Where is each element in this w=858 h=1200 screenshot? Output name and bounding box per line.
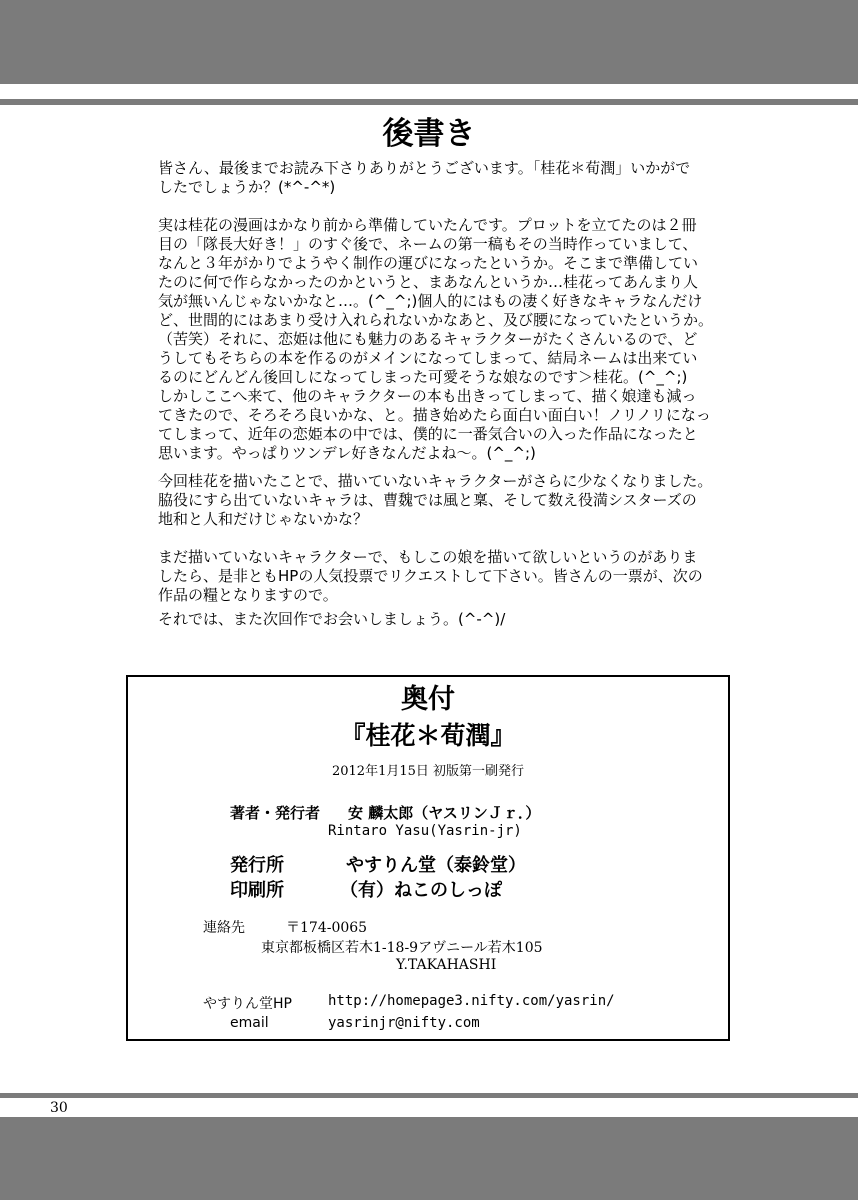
author-romaji: Rintaro Yasu(Yasrin-jr) bbox=[328, 823, 522, 839]
publisher-label: 発行所 bbox=[230, 855, 284, 876]
homepage-url: http://homepage3.nifty.com/yasrin/ bbox=[328, 993, 615, 1009]
afterword-paragraph-4: 今回桂花を描いたことで、描いていないキャラクターがさらに少なくなりました。 脇役にすら出ていないキャラは、曹魏では風と稟、そして数え役満シスターズの 地和と人和だけじゃないかな？ bbox=[158, 472, 713, 528]
page-number: 30 bbox=[50, 1100, 68, 1116]
contact-name: Y.TAKAHASHI bbox=[396, 957, 497, 973]
top-rule bbox=[0, 99, 858, 105]
afterword-title: 後書き bbox=[382, 116, 476, 152]
printer-label: 印刷所 bbox=[230, 880, 284, 901]
email-address: yasrinjr@nifty.com bbox=[328, 1015, 480, 1031]
bottom-gray-band bbox=[0, 1117, 858, 1200]
colophon-title: 奥付 bbox=[401, 684, 455, 715]
email-label: email bbox=[230, 1015, 269, 1031]
work-title: 『桂花＊荀潤』 bbox=[340, 721, 516, 750]
top-gray-band bbox=[0, 0, 858, 84]
colophon-box bbox=[126, 675, 730, 1041]
bottom-rule bbox=[0, 1093, 858, 1098]
publication-date: 2012年1月15日 初版第一刷発行 bbox=[331, 764, 525, 779]
printer-name: （有）ねこのしっぽ bbox=[340, 880, 502, 901]
author-name: 安 麟太郎（ヤスリンＪｒ．） bbox=[348, 804, 541, 822]
address: 東京都板橋区若木1-18-9アヴニール若木105 bbox=[261, 940, 543, 956]
afterword-paragraph-1: 皆さん、最後までお読み下さりありがとうございます。「桂花＊荀潤」いかがで したでしょうか？(*^-^*) bbox=[158, 159, 691, 196]
afterword-paragraph-2: 実は桂花の漫画はかなり前から準備していたんです。プロットを立てたのは２冊 目の「隊長大好き！」のすぐ後で、ネームの第一稿もその当時作っていまして、 なんと３年がかりでようやく制作の運びになったというか。そこまで準備してい たのに何で作らなかったのかというと、まあなんというか…桂花ってあんまり人 気が無いんじゃないかなと…。(^_^;)個人的にはもの凄く好きなキャラなんだけ ど、世間的にはあまり受け入れられないかなあと、及び腰になっていたというか。 （苦笑）それに、恋姫は他にも魅力のあるキャラクターがたくさんいるので、ど うしてもそちらの本を作るのがメインになってしまって、結局ネームは出来てい るのにどんどん後回しになってしまった可愛そうな娘なのです＞桂花。(^_^;) bbox=[158, 216, 714, 386]
postal-code: 〒174-0065 bbox=[286, 920, 368, 936]
author-label: 著者・発行者 bbox=[230, 804, 321, 822]
contact-label: 連絡先 bbox=[203, 920, 245, 936]
afterword-paragraph-3: しかしここへ来て、他のキャラクターの本も出きってしまって、描く娘達も減っ てきたので、そろそろ良いかな、と。描き始めたら面白い面白い！ノリノリになっ てしまって、近年の恋姫本の中では、僕的に一番気合いの入った作品になったと 思います。やっぱりツンデレ好きなんだよね～。(^_^;) bbox=[158, 387, 711, 462]
afterword-paragraph-6: それでは、また次回作でお会いしましょう。(^-^)/ bbox=[158, 610, 506, 628]
publisher-name: やすりん堂（泰鈴堂） bbox=[346, 855, 526, 876]
afterword-paragraph-5: まだ描いていないキャラクターで、もしこの娘を描いて欲しいというのがありま したら、是非ともHPの人気投票でリクエストして下さい。皆さんの一票が、次の 作品の糧となりますので。 bbox=[158, 548, 703, 604]
homepage-label: やすりん堂HP bbox=[203, 996, 292, 1012]
